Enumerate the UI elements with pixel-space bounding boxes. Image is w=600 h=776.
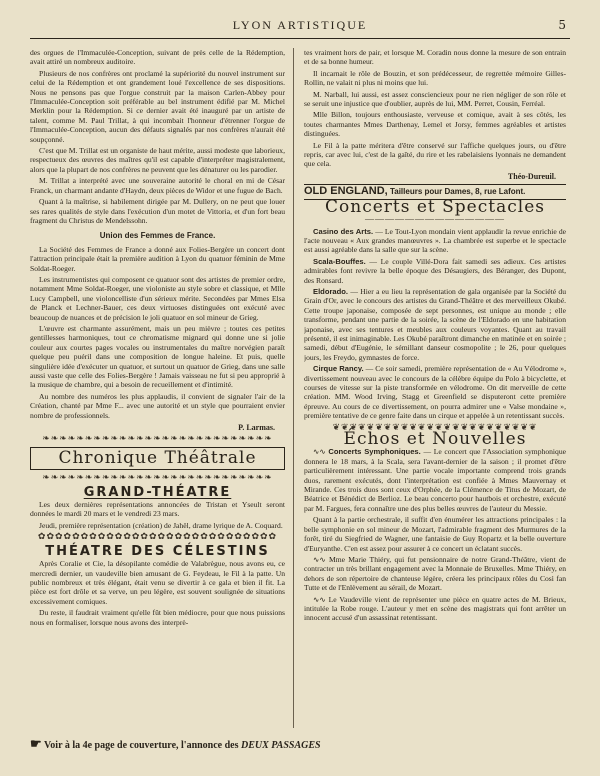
news-item-text: Le Vaudeville vient de représenter une pièce en quatre actes de M. Brieux, intitulée la Robe rouge. L'auteur y met en scène des magistrats qui font arrêter un innocent accusé d'un assassinat retentissant. (304, 594, 566, 623)
ornament-divider-icon: ❧❧❧❧❧❧❧❧❧❧❧❧❧❧❧❧❧❧❧❧❧❧❧❧❧❧❧ (42, 473, 273, 483)
section-title-concerts: Concerts et Spectacles (325, 196, 545, 217)
news-item (304, 257, 566, 285)
article-paragraph: Jeudi, première représentation (création) de Jahël, drame lyrique de A. Coquard. (39, 520, 283, 530)
ornament-divider-icon: ✿✿✿✿✿✿✿✿✿✿✿✿✿✿✿✿✿✿✿✿✿✿✿✿✿✿✿✿ (37, 532, 278, 542)
news-item-text: Mme Marie Thiéry, qui fut pensionnaire de notre Grand-Théâtre, vient de contracter un très brillant engagement avec la Monnaie de Bruxelles. Mme Thiéry, en dehors de son répertoire de chanteuse légère, créera les principaux rôles du Così fan Tutte et de l'Enlèvement au sérail, de Mozart. (304, 554, 566, 593)
author-signature: P. Larmas. (238, 423, 275, 433)
section-title-celestins: THÉATRE DES CÉLESTINS (45, 543, 270, 559)
article-paragraph: Les deux dernières représentations annoncées de Tristan et Yseult seront données le mardi 20 mars et le vendredi 23 mars. (30, 500, 285, 519)
ornament-divider-icon: —————————————— (365, 215, 505, 225)
section-title-grand-theatre: GRAND-THÉATRE (83, 484, 232, 500)
article-paragraph: Il incarnait le rôle de Bouzin, et son prédécesseur, de regrettée mémoire Gilles-Rollin, ne valait ni plus ni moins que lui. (304, 68, 566, 88)
section-title-chronique: Chronique Théâtrale (58, 447, 257, 468)
author-signature: Théo-Dureuil. (507, 171, 556, 181)
article-paragraph: M. Trillat a interprété avec une souveraine autorité le choral en mi de César Franck, un charmant andante d'Haydn, deux pièces de Widor et une fugue de Bach. (30, 176, 285, 195)
news-item (304, 555, 566, 593)
news-item (304, 364, 566, 420)
left-column (30, 48, 285, 728)
article-paragraph: Plusieurs de nos confrères ont proclamé la supériorité du nouvel instrument sur celui de la Rédemption et ont grandement loué l'excellence de ses dispositions. Nous ne pensons pas que l'orgue construit par la maison Carlen-Abbey pour l'Immaculée-Conception soit préférable au bel instrument édifié par M. Michel Merklin pour la Rédemption. Si ce dernier avait été inauguré par un artiste de talent, comme M. Paul Trillat, à qui incombait l'honneur d'étrenner l'orgue de l'Immaculée-Conception, aucun des défauts signalés par nos confrères n'aurait été soupçonné. (30, 68, 285, 144)
article-paragraph: des orgues de l'Immaculée-Conception, suivant de près celle de la Rédemption, avait attiré un nombreux auditoire. (30, 48, 285, 67)
wavy-dash-icon: ∿∿ (313, 594, 329, 604)
right-column (304, 48, 566, 728)
footer-text: Voir à la 4e page de couverture, l'annonce des (43, 740, 239, 751)
footer-notice (30, 736, 570, 752)
news-item (304, 447, 566, 513)
article-paragraph: Mlle Billon, toujours enthousiaste, verveuse et comique, avait à ses côtés, les toutes charmantes Mmes Darthenay, Lemel et Jorsy, femmes agréables et artistes distinguées. (304, 110, 566, 139)
advertiser-text: Tailleurs pour Dames, 8, rue Lafont. (389, 187, 526, 197)
news-item-lead: Eldorado. (313, 286, 349, 296)
ornament-divider-icon: ❦❦❦❦❦❦❦❦❦❦❦❦❦❦❦❦❦❦❦❦❦❦❦❦ (332, 422, 538, 432)
news-item (304, 595, 566, 623)
article-paragraph: Du reste, il faudrait vraiment qu'elle fût bien médiocre, pour que nous puissions nous en formaliser, lorsque nous avons des interprè- (30, 608, 285, 627)
ornament-divider-icon: ❧❧❧❧❧❧❧❧❧❧❧❧❧❧❧❧❧❧❧❧❧❧❧❧❧❧❧ (42, 434, 273, 444)
chronique-banner (30, 447, 285, 470)
news-item-text: — Le Tout-Lyon mondain vient applaudir la revue enrichie de l'acte nouveau « Aux grandes manœuvres ». La chambrée est superbe et le spectacle est aussi agréable dans la salle que sur la scène. (304, 226, 566, 255)
pointing-hand-icon: ☛ (30, 736, 42, 751)
article-paragraph: tes vraiment hors de pair, et lorsque M. Coradin nous donne la mesure de son entrain et de sa bonne humeur. (304, 48, 566, 67)
wavy-dash-icon: ∿∿ (313, 554, 329, 564)
article-paragraph: Le Fil à la patte méritera d'être conservé sur l'affiche quelques jours, ou d'être repris, car avec lui, c'est de la gaîté, du rire et les rabelaisiens lyonnais ne demandent que cela. (304, 140, 566, 169)
news-item (304, 287, 566, 362)
page-header (30, 18, 570, 39)
journal-title: LYON ARTISTIQUE (232, 18, 368, 32)
column-divider (293, 48, 294, 728)
section-title-union: Union des Femmes de France. (99, 231, 216, 241)
advertiser-name: OLD ENGLAND, (304, 185, 388, 198)
footer-emphasis: DEUX PASSAGES (241, 740, 321, 751)
news-item (304, 515, 566, 553)
news-item-lead: Cirque Rancy. (313, 364, 364, 374)
news-item-text: — Le concert que l'Association symphonique donnera le 18 mars, à la Scala, sera l'avant-dernier de la saison ; il promet d'être particulièrement intéressant. Une partie vocale importante comprend trois grands duos, rarement exécutés, dont l'interprétation est confiée à Mmes Mauvernay et Mirande. Ces trois duos sont ceux d'Orphée, de la Clémence de Titus de Mozart, de Béatrice et Bénédict de Berlioz. Le beau concerto pour hautbois et orchestre, exécuté par M. Fargues, fera connaître une des plus belles œuvres de l'auteur du Messie. (304, 447, 566, 513)
news-item-text: Quant à la partie orchestrale, il suffit d'en énumérer les attractions principales : la belle symphonie en sol mineur de Mozart, l'admirable fragment des Murmures de la forêt, tiré du Siegfried de Wagner, une fantaisie de Guy Ropartz et la belle ouverture d'Euryanthe. C'en est assez pour assurer à ce concert un éclatant succès. (304, 515, 566, 553)
news-item-text: — Ce soir samedi, première représentation de « Au Vélodrome », divertissement nouveau avec le concours de la célèbre équipe du Polo à bicyclette, et courses de vitesse sur la piste transformée en vélodrome. On dit merveille de cette création. MM. Wood Irving, Stagg et Greenfield se disputeront cette première épreuve. Au cours de ce divertissement, on pourra admirer une « Valse mondaine », première tentative de ce genre faite dans un cirque et appelée à un retentissant succès. (304, 364, 566, 421)
article-paragraph: Au nombre des numéros les plus applaudis, il convient de signaler l'air de la Création, chanté par Mme F... avec une autorité et un style que pourraient envier nombre de professionnels. (30, 391, 285, 420)
wavy-dash-icon: ∿∿ (313, 447, 329, 457)
news-item-text: — Hier a eu lieu la représentation de gala organisée par la Société du Grain d'Or, avec le concours des artistes du Grand-Théâtre et des merveilleux Okubé. Cette troupe japonaise, composée de sept personnes, est unique au monde ; elle transforme, pendant une partie de la soirée, la scène de l'Eldorado en une habitation japonaise, avec ses tentures et meubles aux couleurs voyantes. Quant au travail présenté, il est inimaginable. Les Okubé paraîtront dimanche en matinée et en soirée ; samedi, début d'Eugénie, le sémillant danseur cosmopolite ; le 26, pour quelques jours, les Freydo, gymnastes de force. (304, 286, 566, 362)
article-paragraph: M. Narball, lui aussi, est assez consciencieux pour ne rien négliger de son rôle et se seruit une injustice que d'oublier, auprès de lui, MM. Perret, Cousin, Ferréal. (304, 89, 566, 109)
news-item (304, 227, 566, 255)
news-item-text: — Le couple Villé-Dora fait samedi ses adieux. Ces artistes admirables font revivre la belle époque des Désaugiers, des Béranger, des Dupont, des Ronsard. (304, 256, 566, 285)
article-paragraph: Après Coralie et Cie, la désopilante comédie de Valabrègue, nous avons eu, ce mercredi dernier, un vaudeville bien amusant de G. Feydeau, le Fil à la patte. Un public nombreux et très élégant, était venu se divertir à ce gala et bien il fit. La pièce est fort drôle et sa verve, un peu légère, est souvent soulignée de situations excessivement comiques. (30, 559, 285, 606)
section-title-echos: Échos et Nouvelles (343, 429, 527, 450)
article-paragraph: Les instrumentistes qui composent ce quatuor sont des artistes de premier ordre, notamment Mme Soldat-Roeger, une violoniste au style sobre et classique, et Mlle Lucy Campbell, une violoncelliste d'un sérieux mérite. Secondées par Mmes Elsa de Planck et Lechner-Bauer, ces deux virtuoses distinguées ont exécuté avec beaucoup de nuances et de précision le joli quatuor en sol mineur de Grieg. (30, 274, 285, 322)
news-item-lead: Casino des Arts. (313, 226, 374, 236)
article-paragraph: C'est que M. Trillat est un organiste de haut mérite, aussi modeste que laborieux, respectueux des œuvres des maîtres qu'il est capable d'interpréter magistralement, alors que la plupart de nos confrères ne peuvent que les dénaturer ou les parodier. (30, 146, 285, 174)
article-paragraph: L'œuvre est charmante assurément, mais un peu mièvre ; toutes ces petites gentillesses harmoniques, tout ce chromatisme mignard qui donne une si jolie couleur aux courtes pages vocales ou instrumentales du maître norvégien paraît quelque peu puéril dans une composition de longue haleine. Et puis, quelle singulière idée d'exécuter un quatuor, et surtout un quatuor de Grieg, dans une salle aussi vaste que celle des Folies-Bergère ! Jamais vaisseau ne fut si peu approprié à la musique de chambre, qui a besoin de recueillement et d'intimité. (30, 323, 285, 390)
page-number: 5 (558, 18, 566, 32)
news-item-lead: Concerts Symphoniques. (328, 447, 421, 457)
news-item-lead: Scala-Bouffes. (313, 256, 366, 266)
article-paragraph: La Société des Femmes de France a donné aux Folies-Bergère un concert dont l'attraction principale était la première audition à Lyon du quatuor féminin de Mme Soldat-Roeger. (30, 244, 285, 273)
article-paragraph: Quant à la maîtrise, si habilement dirigée par M. Dullery, on ne peut que louer ses rares qualités de style dans l'exécution d'un motet de Vittoria, et d'un fort beau fragment du Christus de Mendelssohn. (30, 197, 285, 225)
